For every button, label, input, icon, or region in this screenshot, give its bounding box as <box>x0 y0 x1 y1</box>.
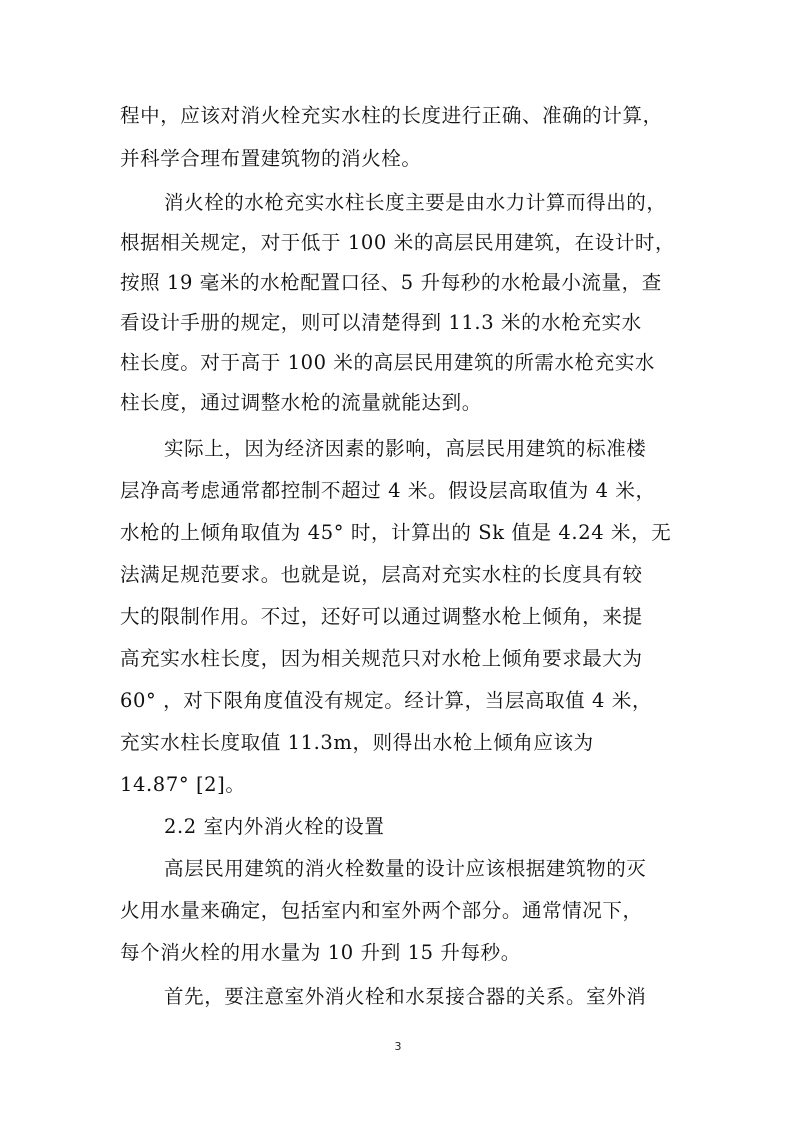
text-line: 大的限制作用。不过，还好可以通过调整水枪上倾角，来提 <box>120 605 643 628</box>
text-line: 14.87° [2]。 <box>120 773 246 796</box>
text-line: 高充实水柱长度，因为相关规范只对水枪上倾角要求最大为 <box>120 647 643 670</box>
text-line: 柱长度。对于高于 100 米的高层民用建筑的所需水枪充实水 <box>120 351 656 374</box>
text-line: 充实水柱长度取值 11.3m，则得出水枪上倾角应该为 <box>120 731 594 754</box>
page-number: 3 <box>394 1040 402 1053</box>
text-line: 柱长度，通过调整水枪的流量就能达到。 <box>120 391 482 414</box>
text-line: 火用水量来确定，包括室内和室外两个部分。通常情况下， <box>120 899 643 922</box>
text-line: 法满足规范要求。也就是说，层高对充实水柱的长度具有较 <box>120 563 643 586</box>
text-line: 每个消火栓的用水量为 10 升到 15 升每秒。 <box>120 941 521 964</box>
paragraph-first-line: 实际上，因为经济因素的影响，高层民用建筑的标准楼 <box>164 437 647 460</box>
text-line: 根据相关规定，对于低于 100 米的高层民用建筑，在设计时， <box>120 231 676 254</box>
paragraph-first-line: 高层民用建筑的消火栓数量的设计应该根据建筑物的灭 <box>164 857 647 880</box>
text-line: 并科学合理布置建筑物的消火栓。 <box>120 147 422 170</box>
text-line: 水枪的上倾角取值为 45° 时，计算出的 Sk 值是 4.24 米，无 <box>120 521 672 544</box>
text-line: 看设计手册的规定，则可以清楚得到 11.3 米的水枪充实水 <box>120 311 642 334</box>
text-line: 按照 19 毫米的水枪配置口径、5 升每秒的水枪最小流量，查 <box>120 271 662 294</box>
paragraph-first-line: 首先，要注意室外消火栓和水泵接合器的关系。室外消 <box>164 985 647 1008</box>
text-line: 程中，应该对消火栓充实水柱的长度进行正确、准确的计算， <box>120 104 663 127</box>
text-line: 层净高考虑通常都控制不超过 4 米。假设层高取值为 4 米， <box>120 479 656 502</box>
section-heading: 2.2 室内外消火栓的设置 <box>164 815 385 838</box>
text-line: 60° ，对下限角度值没有规定。经计算，当层高取值 4 米， <box>120 689 653 712</box>
paragraph-first-line: 消火栓的水枪充实水柱长度主要是由水力计算而得出的， <box>164 191 667 214</box>
